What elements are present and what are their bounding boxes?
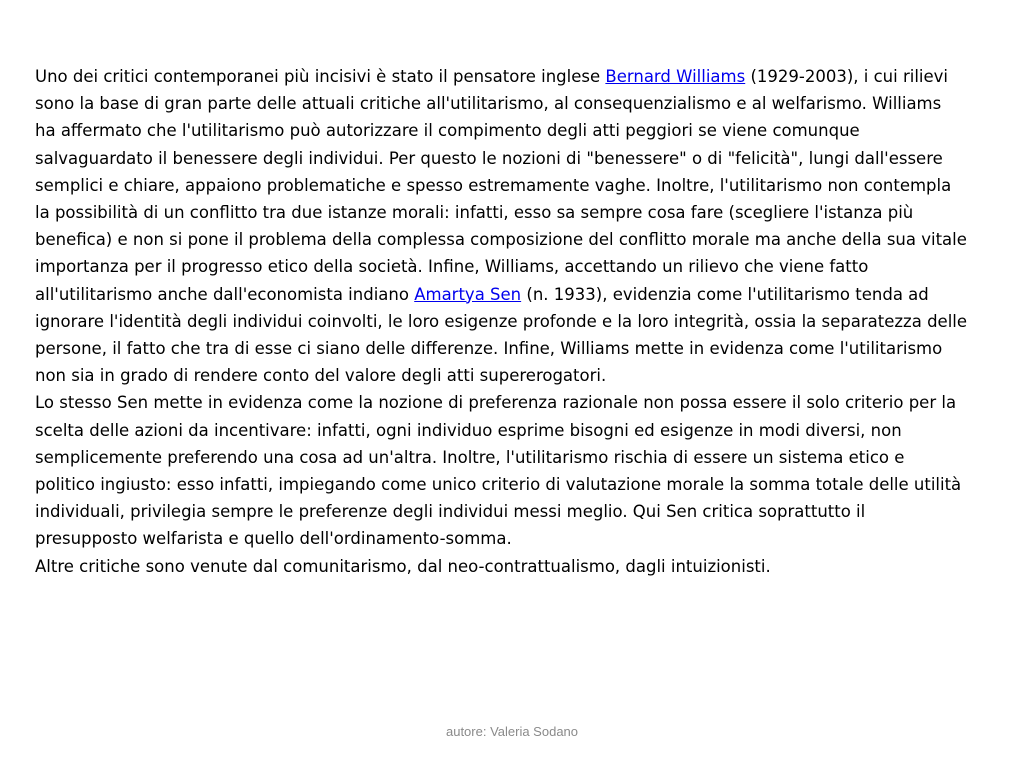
paragraph-other-critics: Altre critiche sono venute dal comunitarismo, dal neo-contrattualismo, dagli intuizionisti. [35,556,771,576]
paragraph-williams [35,63,967,389]
footer-author: autore: Valeria Sodano [445,724,579,739]
amartya-sen-link[interactable]: Amartya Sen [414,284,522,304]
paragraph-williams-text-2: (1929-2003), i cui rilievi sono la base di gran parte delle attuali critiche all'utilitarismo, al consequenzialismo e al welfarismo. Williams ha affermato che l'utilitarismo può autorizzare il compimento degli atti peggiori se viene comunque salvaguardato il benessere degli individui. Per questo le nozioni di "benessere" o di "felicità", lungi dall'essere semplici e chiare, appaiono problematiche e spesso estremamente vaghe. Inoltre, l'utilitarismo non contempla la possibilità di un conflitto tra due istanze morali: infatti, esso sa sempre cosa fare (scegliere l'istanza più benefica) e non si pone il problema della complessa composizione del conflitto morale ma anche della sua vitale importanza per il progresso etico della società. Infine, Williams, accettando un rilievo che viene fatto all'utilitarismo anche dall'economista indiano [35,67,967,304]
paragraph-williams-text-1: Uno dei critici contemporanei più incisivi è stato il pensatore inglese [35,67,606,86]
body-text [35,63,967,580]
bernard-williams-link[interactable]: Bernard Williams [605,67,746,86]
paragraph-sen: Lo stesso Sen mette in evidenza come la nozione di preferenza razionale non possa essere il solo criterio per la scelta delle azioni da incentivare: infatti, ogni individuo esprime bisogni ed esigenze in modi diversi, non semplicemente preferendo una cosa ad un'altra. Inoltre, l'utilitarismo rischia di essere un sistema etico e politico ingiusto: esso infatti, impiegando come unico criterio di valutazione morale la somma totale delle utilità individuali, privilegia sempre le preferenze degli individui messi meglio. Qui Sen critica soprattutto il presupposto welfarista e quello dell'ordinamento-somma. [35,393,962,549]
paragraph-williams-text-3: (n. 1933), evidenzia come l'utilitarismo tenda ad ignorare l'identità degli individui coinvolti, le loro esigenze profonde e la loro integrità, ossia la separatezza delle persone, il fatto che tra di esse ci siano delle differenze. Infine, Williams mette in evidenza come l'utilitarismo non sia in grado di rendere conto del valore degli atti supererogatori. [35,284,968,386]
